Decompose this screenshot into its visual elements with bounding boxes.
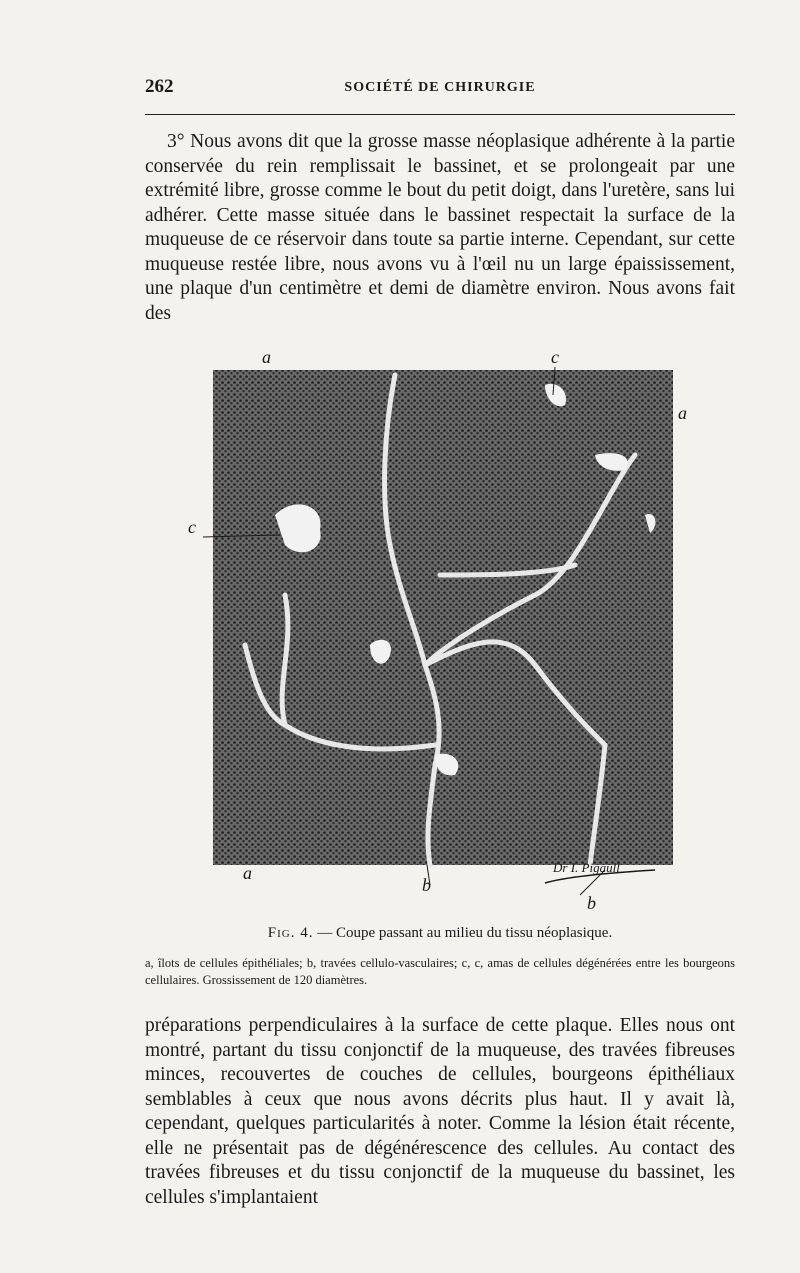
label-a-top-left: a bbox=[262, 347, 271, 367]
figure-legend: a, îlots de cellules épithéliales; b, travées cellulo-vasculaires; c, c, amas de cellules dégénérées entre les bourgeons cellulaires. Grossissement de 120 diamètres. bbox=[145, 956, 735, 987]
body-paragraph-top: 3° Nous avons dit que la grosse masse néoplasique adhérente à la partie conservée du rein remplissait le bassinet, et se prolongeait par une extrémité libre, grosse comme le bout du petit doigt, dans l'uretère, sans lui adhérer. Cette masse située dans le bassinet respectait la surface de la muqueuse de ce réservoir dans toute sa partie interne. Cependant, sur cette muqueuse restée libre, nous avons vu à l'œil nu un large épaississement, une plaque d'un centimètre et demi de diamètre environ. Nous avons fait des bbox=[145, 131, 735, 324]
label-c-left: c bbox=[188, 517, 196, 537]
label-c-top: c bbox=[551, 347, 559, 367]
histology-figure bbox=[185, 345, 705, 920]
header-rule bbox=[145, 114, 735, 115]
figure-number: Fig. 4. bbox=[267, 925, 314, 941]
label-a-top-right: a bbox=[678, 403, 687, 423]
running-head: SOCIÉTÉ DE CHIRURGIE bbox=[344, 80, 536, 95]
engraver-signature: Dr I. Pigaull bbox=[553, 860, 620, 875]
body-paragraph-bottom: préparations perpendiculaires à la surface de cette plaque. Elles nous ont montré, partant du tissu conjonctif de la muqueuse, des travées fibreuses minces, recouvertes de couches de cellules, bourgeons épithéliaux semblables à ceux que nous avons décrits plus haut. Il y avait là, cependant, quelques particularités à noter. Comme la lésion était récente, elle ne présentait pas de dégénérescence des cellules. Au contact des travées fibreuses et du tissu conjonctif de la muqueuse du bassinet, les cellules s'implantaient bbox=[145, 1015, 735, 1208]
page-number: 262 bbox=[145, 76, 174, 97]
label-a-bottom-left: a bbox=[243, 863, 252, 883]
figure-caption bbox=[145, 925, 735, 942]
label-b-bottom-center: b bbox=[422, 875, 431, 895]
histology-illustration bbox=[185, 345, 705, 920]
page-header bbox=[145, 76, 735, 100]
tissue-field bbox=[213, 370, 673, 865]
figure-caption-text: — Coupe passant au milieu du tissu néoplasique. bbox=[313, 925, 613, 941]
label-b-bottom-right: b bbox=[587, 893, 596, 913]
